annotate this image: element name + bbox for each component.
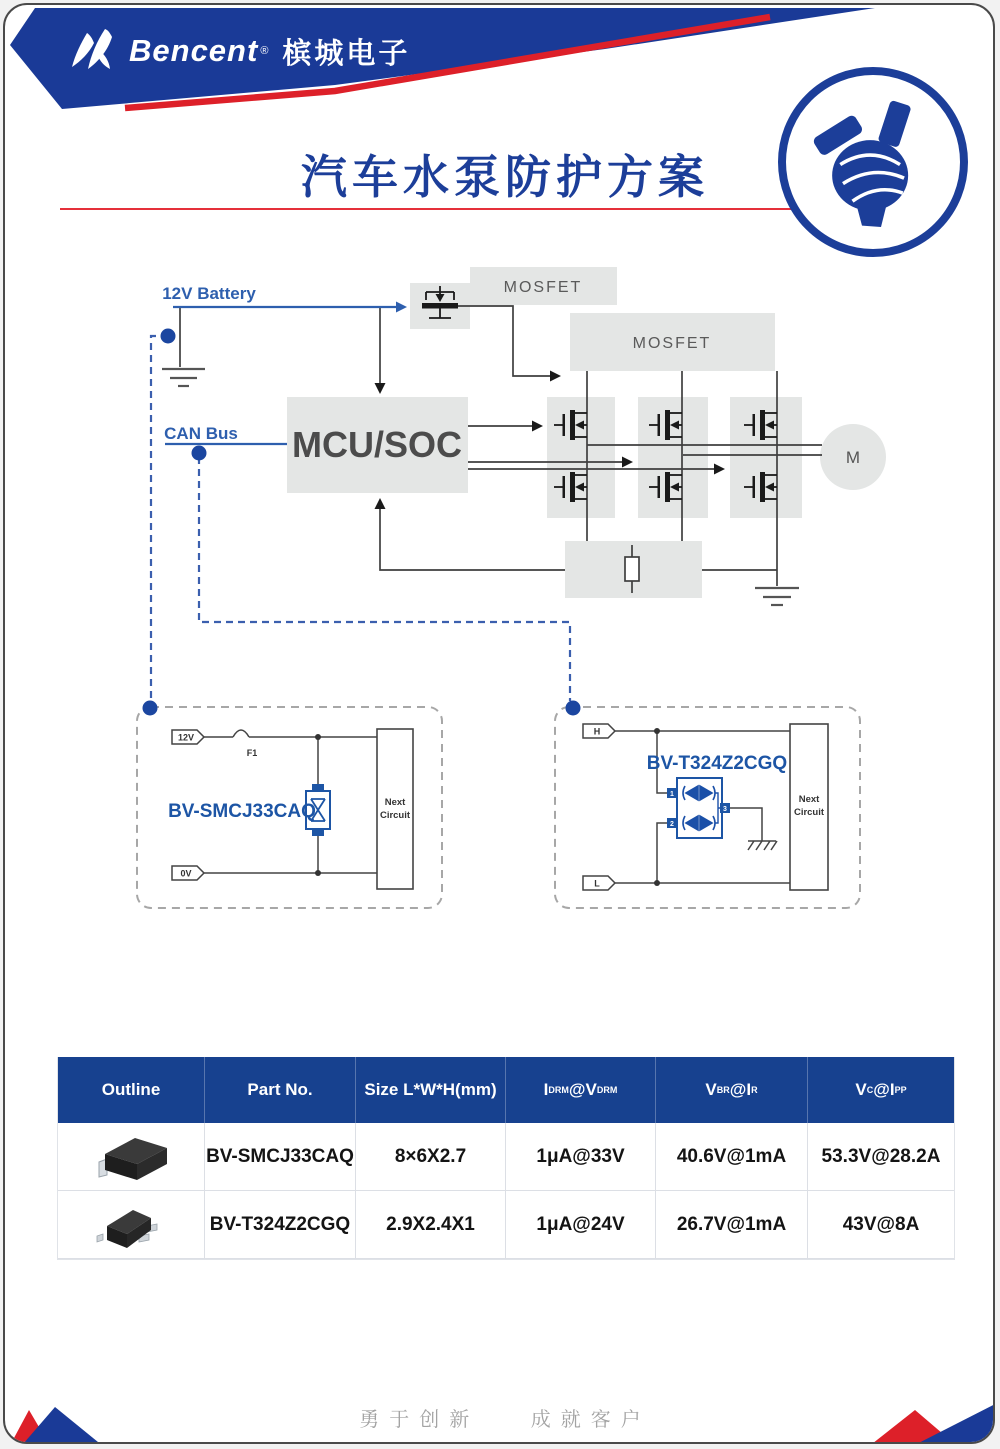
vc-cell: 53.3V@28.2A xyxy=(808,1123,954,1191)
battery-label: 12V Battery xyxy=(162,284,256,303)
esd-array-symbol xyxy=(667,778,730,838)
vbr-cell: 40.6V@1mA xyxy=(656,1123,808,1191)
table-header-row xyxy=(58,1057,954,1123)
part-label-left: BV-SMCJ33CAQ xyxy=(168,801,316,822)
table-body xyxy=(58,1123,954,1259)
next-circuit-left-1: Next xyxy=(384,797,406,808)
col-outline: Outline xyxy=(58,1057,205,1123)
footer-slogan xyxy=(5,1403,995,1432)
tag-12v-label: 12V xyxy=(177,732,195,743)
dashed-connectors xyxy=(151,336,570,701)
next-circuit-box-left xyxy=(377,729,413,889)
part-label-right: BV-T324Z2CGQ xyxy=(646,753,788,774)
col-part-no: Part No. xyxy=(205,1057,356,1123)
pin-2-label: 2 xyxy=(670,821,674,828)
connector-dots xyxy=(143,329,581,716)
size-cell: 2.9X2.4X1 xyxy=(356,1191,506,1259)
water-pump-icon xyxy=(805,94,941,230)
flyer-card xyxy=(3,3,995,1444)
circuit-diagram xyxy=(5,255,995,955)
tag-0v-label: 0V xyxy=(180,868,192,879)
vbr-cell: 26.7V@1mA xyxy=(656,1191,808,1259)
sot23-package-icon xyxy=(89,1198,173,1252)
ground-bridge xyxy=(755,588,799,605)
table-row xyxy=(58,1191,954,1259)
shunt-resistor xyxy=(625,557,639,581)
col-vc: V C @ I PP xyxy=(855,1080,907,1099)
col-size: Size L*W*H(mm) xyxy=(356,1057,506,1123)
tag-h-label: H xyxy=(593,726,601,737)
col-idrm: I DRM @ V DRM xyxy=(506,1057,656,1123)
size-cell: 8×6X2.7 xyxy=(356,1123,506,1191)
mcu-soc-label: MCU/SOC xyxy=(292,424,462,465)
bencent-logo-icon xyxy=(67,25,123,77)
col-vbr: V BR @ I R xyxy=(656,1057,808,1123)
slogan-right: 成就客户 xyxy=(530,1409,651,1431)
idrm-cell: 1μA@33V xyxy=(506,1123,656,1191)
next-circuit-right-2: Circuit xyxy=(793,807,825,818)
page-title: 汽车水泵防护方案 xyxy=(301,151,709,203)
pin-1-label: 1 xyxy=(670,791,674,798)
pin-3-label: 3 xyxy=(723,806,727,813)
next-circuit-left-2: Circuit xyxy=(379,810,411,821)
motor-label: M xyxy=(845,448,861,467)
ground-signal xyxy=(748,841,777,850)
slogan-left: 勇于创新 xyxy=(359,1409,480,1431)
mosfet-label-1: MOSFET xyxy=(503,279,583,296)
vc-cell: 43V@8A xyxy=(808,1191,954,1259)
registered-mark: ® xyxy=(260,45,269,57)
wire-fuse xyxy=(204,730,377,737)
mosfet-label-2: MOSFET xyxy=(632,335,712,352)
spec-table xyxy=(57,1057,955,1260)
next-circuit-right-1: Next xyxy=(798,794,820,805)
ground-battery xyxy=(162,369,205,386)
brand-name: Bencent xyxy=(129,33,259,68)
fuse-label: F1 xyxy=(246,748,258,758)
smc-package-photo xyxy=(58,1123,205,1191)
part-no-cell: BV-T324Z2CGQ xyxy=(205,1191,356,1259)
tag-l-label: L xyxy=(594,878,600,889)
part-no-cell: BV-SMCJ33CAQ xyxy=(205,1123,356,1191)
can-bus-label: CAN Bus xyxy=(164,424,238,443)
smc-package-icon xyxy=(89,1130,173,1184)
table-row xyxy=(58,1123,954,1191)
blue-arrowhead xyxy=(396,302,407,313)
brand-logo xyxy=(67,25,410,77)
brand-name-cn: 槟城电子 xyxy=(282,37,411,70)
idrm-cell: 1μA@24V xyxy=(506,1191,656,1259)
sot23-package-photo xyxy=(58,1191,205,1259)
water-pump-badge xyxy=(778,67,968,257)
